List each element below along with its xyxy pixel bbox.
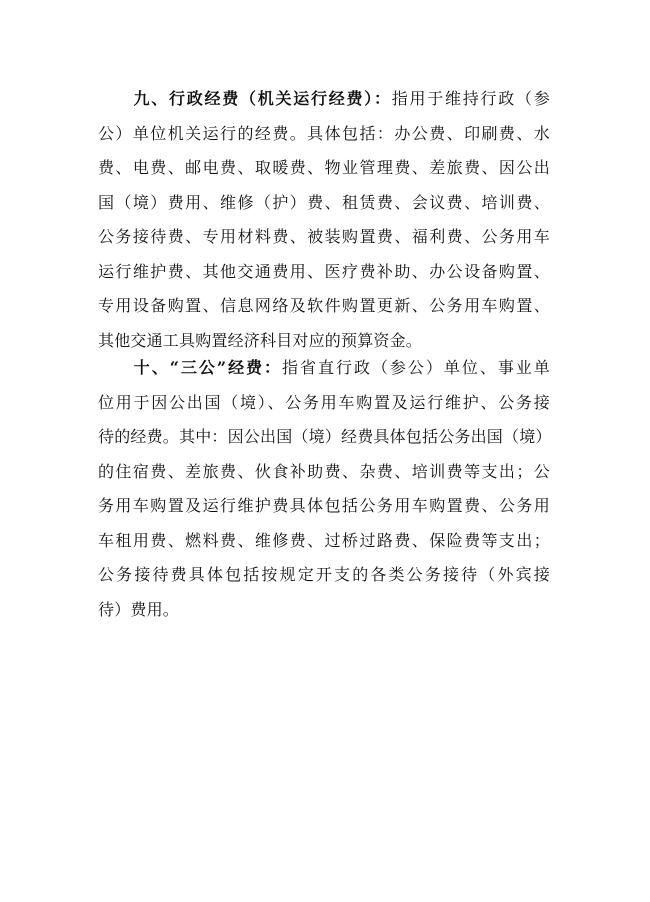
section-heading: 九、行政经费（机关运行经费）： [132,89,392,108]
paragraph-line: 国（境）费用、维修（护）费、租赁费、会议费、培训费、 [98,192,550,212]
paragraph-line: 车租用费、燃料费、维修费、过桥过路费、保险费等支出； [98,530,550,550]
paragraph-line: 费、电费、邮电费、取暖费、物业管理费、差旅费、因公出 [98,158,550,177]
paragraph-text: 指用于维持行政（参 [391,89,550,108]
paragraph-line: 其他交通工具购置经济科目对应的预算资金。 [98,330,423,350]
paragraph-line: 运行维护费、其他交通费用、医疗费补助、办公设备购置、 [98,261,550,281]
paragraph-line: 专用设备购置、信息网络及软件购置更新、公务用车购置、 [98,296,550,315]
paragraph-line: 务用车购置及运行维护费具体包括公务用车购置费、公务用 [98,496,550,515]
paragraph-line: 公）单位机关运行的经费。具体包括：办公费、印刷费、水 [98,123,550,143]
paragraph-line: 公务接待费、专用材料费、被装购置费、福利费、公务用车 [98,227,550,246]
section-heading: 十、“三公”经费： [132,358,283,377]
paragraph-text: 指省直行政（参公）单位、事业单 [282,358,550,377]
paragraph-line: 的住宿费、差旅费、伙食补助费、杂费、培训费等支出；公 [98,461,550,481]
section-administrative-expenses [98,82,550,358]
paragraph-line: 位用于因公出国（境）、公务用车购置及运行维护、公务接 [98,392,550,412]
paragraph-first-line [98,351,550,386]
section-three-public-expenses [98,351,550,627]
paragraph-line: 待）费用。 [98,599,180,619]
paragraph-line: 待的经费。其中：因公出国（境）经费具体包括公务出国（境） [98,427,552,446]
paragraph-first-line [98,82,550,117]
paragraph-line: 公务接待费具体包括按规定开支的各类公务接待（外宾接 [98,565,550,584]
